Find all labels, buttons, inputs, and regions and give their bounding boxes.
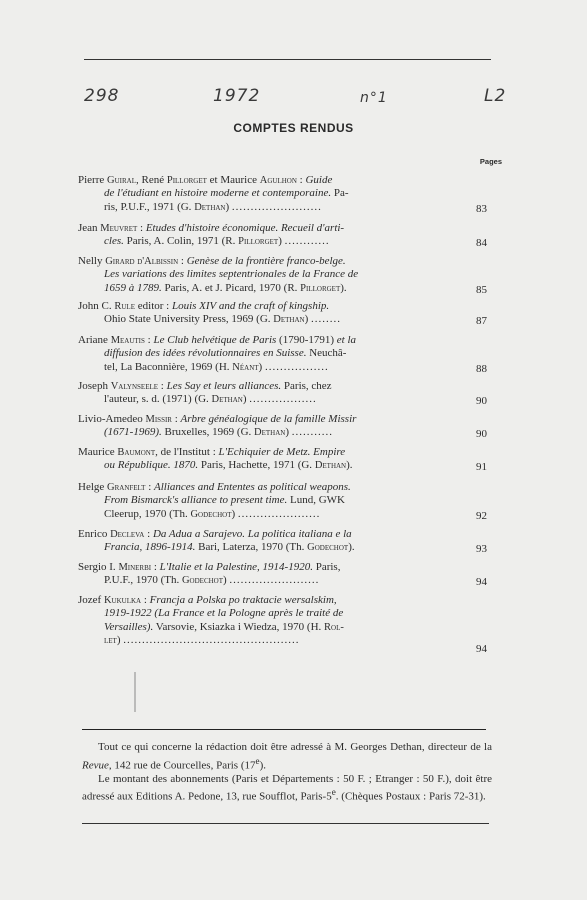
entry-line: Sergio I. Minerbi : L'Italie et la Palestine, 1914-1920. Paris, [78, 561, 341, 573]
entry-line: l'auteur, s. d. (1971) (G. Dethan) .................. [104, 393, 317, 406]
page-number: 94 [476, 576, 487, 589]
entry-line: Les variations des limites septentrionales de la France de [104, 268, 359, 281]
top-rule [84, 59, 491, 60]
review-entry [78, 413, 508, 440]
entry-line: Ohio State University Press, 1969 (G. Dethan) ........ [104, 313, 341, 326]
entry-line: Versailles). Varsovie, Ksiazka i Wiedza, 1970 (H. Rol- [104, 620, 344, 633]
footer-paragraph: Tout ce qui concerne la rédaction doit être adressé à M. Georges Dethan, directeur de la Revue, 142 rue de Courcelles, Paris (17e). [82, 741, 492, 772]
entry-line: Jozef Kukulka : Francja a Polska po traktacie wersalskim, [78, 594, 337, 606]
entry-line: Ariane Meautis : Le Club helvétique de Paris (1790-1791) et la [78, 334, 357, 346]
handwritten-code: L2 [484, 86, 507, 106]
entry-line: Francia, 1896-1914. Bari, Laterza, 1970 (Th. Godechot). [104, 541, 355, 554]
entry-line: 1659 à 1789. Paris, A. et J. Picard, 1970 (R. Pillorget). [104, 281, 347, 294]
entry-line: Joseph Valynseele : Les Say et leurs alliances. Paris, chez [78, 380, 332, 392]
entry-line: diffusion des idées révolutionnaires en Suisse. Neuchâ- [104, 347, 347, 360]
pages-column-label: Pages [479, 157, 502, 166]
entry-line: cles. Paris, A. Colin, 1971 (R. Pillorget) ............ [104, 235, 330, 248]
page-number: 91 [476, 461, 487, 474]
page-number: 90 [476, 395, 487, 408]
entry-line: tel, La Baconnière, 1969 (H. Néant) ................. [104, 360, 329, 373]
entry-line: let) ............................................... [104, 633, 300, 646]
review-entry [78, 561, 508, 588]
entry-line: Jean Meuvret : Etudes d'histoire économique. Recueil d'arti- [78, 222, 345, 234]
bottom-rule [82, 823, 489, 824]
page-number: 83 [476, 202, 487, 215]
page-number: 88 [476, 362, 487, 375]
entry-line: Enrico Decleva : Da Adua a Sarajevo. La politica italiana e la [78, 528, 352, 540]
section-heading: COMPTES RENDUS [233, 121, 354, 135]
review-entry [78, 334, 508, 374]
review-entry [78, 481, 508, 521]
review-entry [78, 222, 508, 249]
page-number: 85 [476, 283, 487, 296]
page-number: 92 [476, 509, 487, 522]
entry-line: John C. Rule editor : Louis XIV and the craft of kingship. [78, 300, 330, 312]
handwritten-year: 1972 [213, 86, 261, 106]
entry-line: Pierre Guiral, René Pillorget et Maurice Agulhon : Guide [78, 174, 333, 186]
entry-line: ou République. 1870. Paris, Hachette, 1971 (G. Dethan). [104, 459, 353, 472]
pencil-mark [134, 672, 136, 712]
footer-rule [82, 729, 486, 730]
handwritten-page-number: 298 [84, 86, 120, 106]
entry-line: P.U.F., 1970 (Th. Godechot) ........................ [104, 574, 320, 587]
review-entry [78, 255, 508, 295]
page-number: 87 [476, 315, 487, 328]
handwritten-issue: n°1 [360, 90, 388, 106]
review-entry [78, 300, 508, 327]
footer-notice [82, 741, 492, 804]
entry-line: Livio-Amedeo Missir : Arbre généalogique de la famille Missir [78, 413, 357, 425]
page-number: 93 [476, 543, 487, 556]
review-entry [78, 446, 508, 473]
review-entry [78, 594, 508, 655]
entry-line: Cleerup, 1970 (Th. Godechot) ...................... [104, 507, 321, 520]
entry-line: Nelly Girard d'Albissin : Genèse de la frontière franco-belge. [78, 255, 346, 267]
review-entry [78, 174, 508, 214]
page-number: 94 [476, 642, 487, 655]
entry-line: ris, P.U.F., 1971 (G. Dethan) ........................ [104, 200, 322, 213]
review-entry [78, 528, 508, 555]
footer-paragraph: Le montant des abonnements (Paris et Départements : 50 F. ; Etranger : 50 F.), doit être adressé aux Editions A. Pedone, 13, rue Soufflot, Paris-5e. (Chèques Postaux : Paris 72-31). [82, 772, 492, 803]
entry-line: de l'étudiant en histoire moderne et contemporaine. Pa- [104, 187, 349, 200]
entry-line: Helge Granfelt : Alliances and Ententes as political weapons. [78, 481, 351, 493]
entry-line: Maurice Baumont, de l'Institut : L'Echiquier de Metz. Empire [78, 446, 346, 458]
page-number: 84 [476, 237, 487, 250]
page-number: 90 [476, 428, 487, 441]
review-entry [78, 380, 508, 407]
entry-line: (1671-1969). Bruxelles, 1969 (G. Dethan) ........... [104, 426, 333, 439]
entry-line: From Bismarck's alliance to present time. Lund, GWK [104, 494, 345, 507]
entry-line: 1919-1922 (La France et la Pologne après le traité de [104, 607, 344, 620]
